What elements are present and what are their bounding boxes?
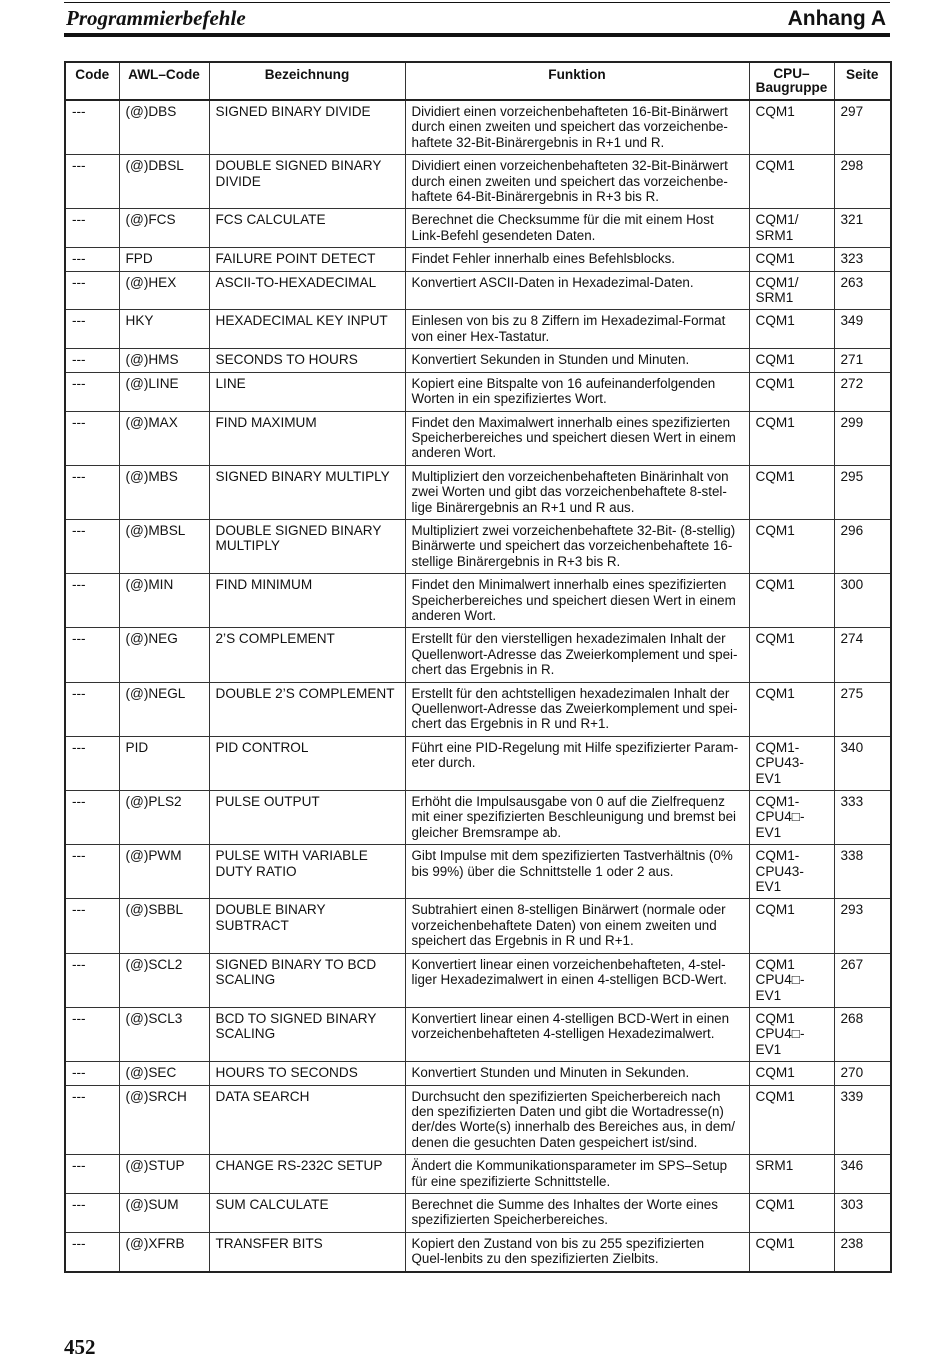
- cell-seite: 333: [834, 791, 891, 845]
- table-row: [65, 411, 891, 465]
- cell-funktion: Multipliziert zwei vorzeichenbehaftete 32-Bit- (8-stellig) Binärwerte und speichert das vorzeichenbehaftete 16-stellige Binärergebnis in R+3 bis R.: [405, 519, 749, 573]
- cell-code: ---: [65, 310, 119, 349]
- cell-awl-code: (@)NEG: [119, 628, 209, 682]
- cell-cpu-baugruppe: CQM1: [749, 349, 834, 372]
- cell-cpu-baugruppe: CQM1- CPU43- EV1: [749, 845, 834, 899]
- instruction-table: [64, 61, 892, 1273]
- table-row: [65, 209, 891, 248]
- cell-bezeichnung: PULSE WITH VARIABLE DUTY RATIO: [209, 845, 405, 899]
- cell-funktion: Einlesen von bis zu 8 Ziffern im Hexadezimal-Format von einer Hex-Tastatur.: [405, 310, 749, 349]
- table-row: [65, 155, 891, 209]
- cell-bezeichnung: DOUBLE SIGNED BINARY DIVIDE: [209, 155, 405, 209]
- header-top-rule: [64, 2, 890, 3]
- cell-seite: 271: [834, 349, 891, 372]
- cell-funktion: Multipliziert den vorzeichenbehafteten Binärinhalt von zwei Worten und gibt das vorzeichenbehaftete 8-stel-lige Binärergebnis an R+1 und R aus.: [405, 465, 749, 519]
- cell-cpu-baugruppe: CQM1: [749, 628, 834, 682]
- cell-bezeichnung: SUM CALCULATE: [209, 1193, 405, 1232]
- table-row: [65, 1193, 891, 1232]
- cell-funktion: Erstellt für den vierstelligen hexadezimalen Inhalt der Quellenwort-Adresse das Zweierkomplement und spei-chert das Ergebnis in R.: [405, 628, 749, 682]
- cell-awl-code: (@)DBSL: [119, 155, 209, 209]
- cell-cpu-baugruppe: CQM1: [749, 1062, 834, 1085]
- cell-awl-code: (@)NEGL: [119, 682, 209, 736]
- table-row: [65, 845, 891, 899]
- cell-code: ---: [65, 248, 119, 271]
- cell-bezeichnung: 2’S COMPLEMENT: [209, 628, 405, 682]
- cell-cpu-baugruppe: CQM1: [749, 155, 834, 209]
- cell-bezeichnung: HOURS TO SECONDS: [209, 1062, 405, 1085]
- cell-code: ---: [65, 1193, 119, 1232]
- cell-cpu-baugruppe: CQM1: [749, 100, 834, 155]
- cell-code: ---: [65, 736, 119, 790]
- cell-awl-code: (@)SEC: [119, 1062, 209, 1085]
- cell-funktion: Erhöht die Impulsausgabe von 0 auf die Zielfrequenz mit einer spezifizierten Beschleunigung und bremst bei gleicher Bremsrampe ab.: [405, 791, 749, 845]
- cell-funktion: Konvertiert ASCII-Daten in Hexadezimal-Daten.: [405, 271, 749, 310]
- cell-code: ---: [65, 628, 119, 682]
- page-header: [64, 4, 890, 32]
- table-row: [65, 1085, 891, 1155]
- cell-funktion: Dividiert einen vorzeichenbehafteten 16-Bit-Binärwert durch einen zweiten und speichert das vorzeichenbe-haftete 32-Bit-Binärergebnis in R+1 und R.: [405, 100, 749, 155]
- cell-bezeichnung: FIND MINIMUM: [209, 574, 405, 628]
- table-header: [65, 62, 891, 100]
- cell-bezeichnung: SECONDS TO HOURS: [209, 349, 405, 372]
- cell-seite: 338: [834, 845, 891, 899]
- cell-code: ---: [65, 682, 119, 736]
- cell-code: ---: [65, 465, 119, 519]
- cell-seite: 299: [834, 411, 891, 465]
- cell-bezeichnung: PULSE OUTPUT: [209, 791, 405, 845]
- cell-funktion: Findet den Maximalwert innerhalb eines spezifizierten Speicherbereiches und speichert diesen Wert in einem anderen Wort.: [405, 411, 749, 465]
- cell-cpu-baugruppe: CQM1: [749, 310, 834, 349]
- cell-seite: 303: [834, 1193, 891, 1232]
- cell-awl-code: (@)PWM: [119, 845, 209, 899]
- cell-funktion: Findet Fehler innerhalb eines Befehlsblocks.: [405, 248, 749, 271]
- cell-seite: 293: [834, 899, 891, 953]
- cell-awl-code: (@)SCL3: [119, 1007, 209, 1061]
- column-header-code: Code: [65, 62, 119, 100]
- cell-seite: 272: [834, 372, 891, 411]
- page-number: 452: [64, 1335, 96, 1359]
- cell-code: ---: [65, 1232, 119, 1271]
- cell-funktion: Ändert die Kommunikationsparameter im SPS–Setup für eine spezifizierte Schnittstelle.: [405, 1155, 749, 1194]
- cell-seite: 263: [834, 271, 891, 310]
- cell-funktion: Durchsucht den spezifizierten Speicherbereich nach den spezifizierten Daten und gibt die Wortadresse(n) der/des Worte(s) innerhalb des Bereiches aus, in dem/ denen die gesuchten Daten gespeichert ist/sind.: [405, 1085, 749, 1155]
- cell-funktion: Gibt Impulse mit dem spezifizierten Tastverhältnis (0% bis 99%) über die Schnittstelle 1 oder 2 aus.: [405, 845, 749, 899]
- cell-seite: 238: [834, 1232, 891, 1271]
- cell-code: ---: [65, 372, 119, 411]
- column-header-cpu-baugruppe: CPU– Baugruppe: [749, 62, 834, 100]
- cell-code: ---: [65, 209, 119, 248]
- cell-funktion: Kopiert eine Bitspalte von 16 aufeinanderfolgenden Worten in ein spezifiziertes Wort.: [405, 372, 749, 411]
- cell-awl-code: (@)MAX: [119, 411, 209, 465]
- cell-funktion: Konvertiert linear einen 4-stelligen BCD-Wert in einen vorzeichenbehafteten 4-stelligen Hexadezimalwert.: [405, 1007, 749, 1061]
- cell-bezeichnung: FCS CALCULATE: [209, 209, 405, 248]
- cell-awl-code: (@)SUM: [119, 1193, 209, 1232]
- cell-awl-code: (@)MBSL: [119, 519, 209, 573]
- table-row: [65, 628, 891, 682]
- cell-cpu-baugruppe: CQM1- CPU4□- EV1: [749, 791, 834, 845]
- cell-funktion: Kopiert den Zustand von bis zu 255 spezifizierten Quel-lenbits zu den spezifizierten Zielbits.: [405, 1232, 749, 1271]
- cell-funktion: Erstellt für den achtstelligen hexadezimalen Inhalt der Quellenwort-Adresse das Zweierkomplement und spei-chert das Ergebnis in R und R+1.: [405, 682, 749, 736]
- cell-bezeichnung: LINE: [209, 372, 405, 411]
- table-row: [65, 310, 891, 349]
- section-title: Programmierbefehle: [66, 6, 246, 30]
- cell-awl-code: HKY: [119, 310, 209, 349]
- cell-awl-code: (@)STUP: [119, 1155, 209, 1194]
- cell-seite: 270: [834, 1062, 891, 1085]
- cell-seite: 295: [834, 465, 891, 519]
- table-row: [65, 1062, 891, 1085]
- cell-code: ---: [65, 1007, 119, 1061]
- cell-awl-code: (@)FCS: [119, 209, 209, 248]
- cell-funktion: Subtrahiert einen 8-stelligen Binärwert (normale oder vorzeichenbehaftete Daten) von einem zweiten und speichert das Ergebnis in R und R+1.: [405, 899, 749, 953]
- cell-awl-code: (@)MIN: [119, 574, 209, 628]
- table-row: [65, 271, 891, 310]
- cell-bezeichnung: SIGNED BINARY TO BCD SCALING: [209, 953, 405, 1007]
- cell-cpu-baugruppe: CQM1: [749, 1193, 834, 1232]
- table-row: [65, 465, 891, 519]
- cell-seite: 349: [834, 310, 891, 349]
- cell-seite: 275: [834, 682, 891, 736]
- table-row: [65, 1232, 891, 1271]
- table-row: [65, 953, 891, 1007]
- cell-awl-code: (@)XFRB: [119, 1232, 209, 1271]
- cell-awl-code: (@)SBBL: [119, 899, 209, 953]
- cell-seite: 267: [834, 953, 891, 1007]
- cell-code: ---: [65, 953, 119, 1007]
- table-row: [65, 519, 891, 573]
- cell-seite: 323: [834, 248, 891, 271]
- header-rule: [64, 33, 890, 37]
- cell-funktion: Berechnet die Checksumme für die mit einem Host Link-Befehl gesendeten Daten.: [405, 209, 749, 248]
- cell-awl-code: (@)HEX: [119, 271, 209, 310]
- cell-awl-code: PID: [119, 736, 209, 790]
- table-row: [65, 574, 891, 628]
- appendix-label: Anhang A: [787, 7, 886, 30]
- cell-code: ---: [65, 1155, 119, 1194]
- cell-cpu-baugruppe: CQM1 CPU4□- EV1: [749, 953, 834, 1007]
- cell-cpu-baugruppe: CQM1: [749, 682, 834, 736]
- cell-code: ---: [65, 271, 119, 310]
- cell-cpu-baugruppe: CQM1: [749, 372, 834, 411]
- cell-cpu-baugruppe: CQM1: [749, 248, 834, 271]
- cell-seite: 296: [834, 519, 891, 573]
- cell-awl-code: (@)LINE: [119, 372, 209, 411]
- cell-code: ---: [65, 155, 119, 209]
- cell-seite: 300: [834, 574, 891, 628]
- table-body: [65, 100, 891, 1272]
- cell-awl-code: (@)HMS: [119, 349, 209, 372]
- table-row: [65, 372, 891, 411]
- cell-code: ---: [65, 349, 119, 372]
- column-header-awl-code: AWL–Code: [119, 62, 209, 100]
- cell-seite: 340: [834, 736, 891, 790]
- header-row: [65, 62, 891, 100]
- cell-awl-code: (@)PLS2: [119, 791, 209, 845]
- cell-cpu-baugruppe: CQM1 CPU4□- EV1: [749, 1007, 834, 1061]
- table-row: [65, 899, 891, 953]
- cell-bezeichnung: PID CONTROL: [209, 736, 405, 790]
- cell-cpu-baugruppe: CQM1: [749, 411, 834, 465]
- cell-cpu-baugruppe: SRM1: [749, 1155, 834, 1194]
- column-header-funktion: Funktion: [405, 62, 749, 100]
- cell-bezeichnung: DOUBLE SIGNED BINARY MULTIPLY: [209, 519, 405, 573]
- cell-cpu-baugruppe: CQM1: [749, 1232, 834, 1271]
- cell-seite: 297: [834, 100, 891, 155]
- cell-awl-code: (@)SCL2: [119, 953, 209, 1007]
- column-header-bezeichnung: Bezeichnung: [209, 62, 405, 100]
- cell-seite: 339: [834, 1085, 891, 1155]
- cell-code: ---: [65, 411, 119, 465]
- cell-funktion: Führt eine PID-Regelung mit Hilfe spezifizierter Param-eter durch.: [405, 736, 749, 790]
- cell-awl-code: (@)DBS: [119, 100, 209, 155]
- cell-bezeichnung: DOUBLE 2’S COMPLEMENT: [209, 682, 405, 736]
- cell-cpu-baugruppe: CQM1: [749, 1085, 834, 1155]
- cell-awl-code: FPD: [119, 248, 209, 271]
- cell-bezeichnung: DATA SEARCH: [209, 1085, 405, 1155]
- cell-cpu-baugruppe: CQM1/ SRM1: [749, 209, 834, 248]
- table-row: [65, 682, 891, 736]
- cell-code: ---: [65, 1062, 119, 1085]
- cell-cpu-baugruppe: CQM1- CPU43- EV1: [749, 736, 834, 790]
- cell-bezeichnung: HEXADECIMAL KEY INPUT: [209, 310, 405, 349]
- cell-seite: 268: [834, 1007, 891, 1061]
- table-row: [65, 1155, 891, 1194]
- cell-code: ---: [65, 519, 119, 573]
- table-row: [65, 100, 891, 155]
- cell-cpu-baugruppe: CQM1: [749, 465, 834, 519]
- table-row: [65, 736, 891, 790]
- cell-code: ---: [65, 1085, 119, 1155]
- cell-cpu-baugruppe: CQM1: [749, 899, 834, 953]
- cell-code: ---: [65, 574, 119, 628]
- cell-funktion: Berechnet die Summe des Inhaltes der Worte eines spezifizierten Speicherbereiches.: [405, 1193, 749, 1232]
- cell-seite: 298: [834, 155, 891, 209]
- cell-bezeichnung: SIGNED BINARY DIVIDE: [209, 100, 405, 155]
- cell-bezeichnung: TRANSFER BITS: [209, 1232, 405, 1271]
- cell-code: ---: [65, 899, 119, 953]
- cell-funktion: Dividiert einen vorzeichenbehafteten 32-Bit-Binärwert durch einen zweiten und speichert das vorzeichenbe-haftete 64-Bit-Binärergebnis in R+3 bis R.: [405, 155, 749, 209]
- cell-awl-code: (@)SRCH: [119, 1085, 209, 1155]
- cell-funktion: Findet den Minimalwert innerhalb eines spezifizierten Speicherbereiches und speichert diesen Wert in einem anderen Wort.: [405, 574, 749, 628]
- table-row: [65, 1007, 891, 1061]
- cell-cpu-baugruppe: CQM1: [749, 574, 834, 628]
- cell-cpu-baugruppe: CQM1/ SRM1: [749, 271, 834, 310]
- cell-funktion: Konvertiert linear einen vorzeichenbehafteten, 4-stel-liger Hexadezimalwert in einen 4-stelligen BCD-Wert.: [405, 953, 749, 1007]
- column-header-seite: Seite: [834, 62, 891, 100]
- cell-code: ---: [65, 845, 119, 899]
- cell-bezeichnung: FAILURE POINT DETECT: [209, 248, 405, 271]
- cell-awl-code: (@)MBS: [119, 465, 209, 519]
- cell-code: ---: [65, 791, 119, 845]
- table-row: [65, 349, 891, 372]
- cell-bezeichnung: CHANGE RS-232C SETUP: [209, 1155, 405, 1194]
- cell-seite: 346: [834, 1155, 891, 1194]
- cell-bezeichnung: FIND MAXIMUM: [209, 411, 405, 465]
- table-row: [65, 248, 891, 271]
- cell-bezeichnung: SIGNED BINARY MULTIPLY: [209, 465, 405, 519]
- table-row: [65, 791, 891, 845]
- cell-bezeichnung: ASCII-TO-HEXADECIMAL: [209, 271, 405, 310]
- cell-bezeichnung: DOUBLE BINARY SUBTRACT: [209, 899, 405, 953]
- cell-funktion: Konvertiert Stunden und Minuten in Sekunden.: [405, 1062, 749, 1085]
- cell-code: ---: [65, 100, 119, 155]
- cell-seite: 321: [834, 209, 891, 248]
- cell-bezeichnung: BCD TO SIGNED BINARY SCALING: [209, 1007, 405, 1061]
- cell-funktion: Konvertiert Sekunden in Stunden und Minuten.: [405, 349, 749, 372]
- cell-cpu-baugruppe: CQM1: [749, 519, 834, 573]
- cell-seite: 274: [834, 628, 891, 682]
